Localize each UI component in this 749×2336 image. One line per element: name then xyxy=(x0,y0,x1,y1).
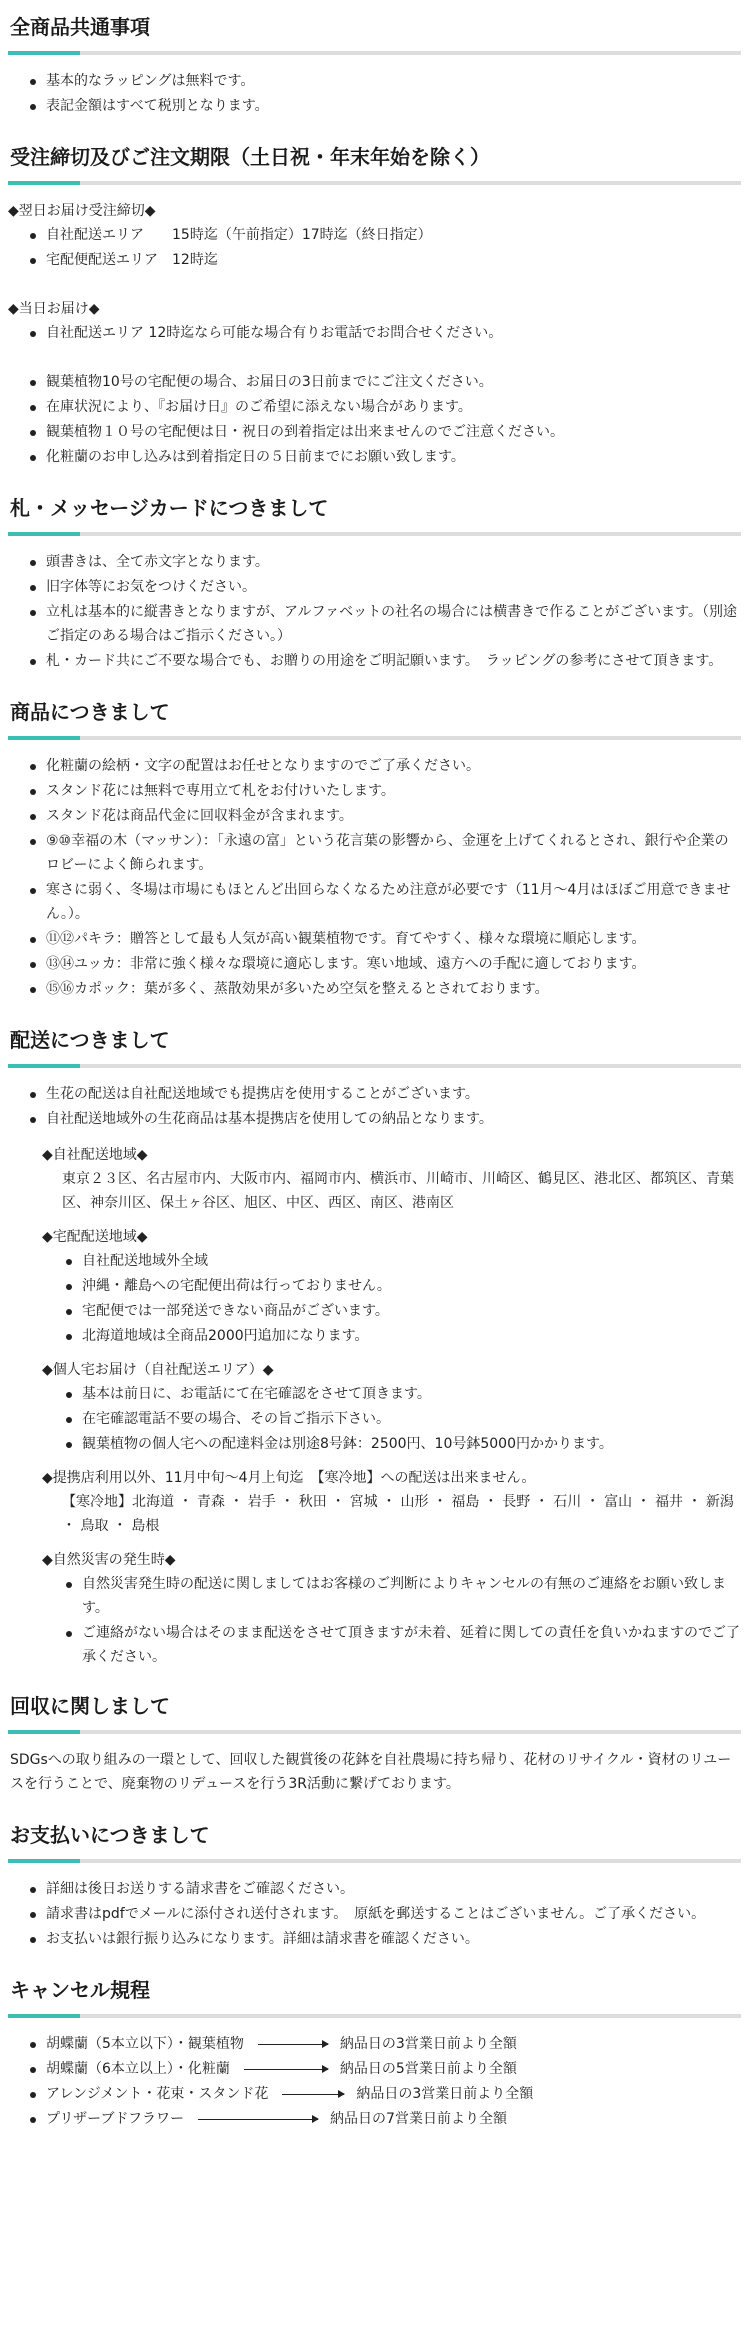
heading-rule xyxy=(8,1730,741,1734)
list-item: お支払いは銀行振り込みになります。詳細は請求書を確認ください。 xyxy=(26,1927,741,1951)
spacer xyxy=(8,346,741,370)
list-item: 化粧蘭の絵柄・文字の配置はお任せとなりますのでご了承ください。 xyxy=(26,754,741,778)
list-item: 頭書きは、全て赤文字となります。 xyxy=(26,550,741,574)
section-heading: 配送につきまして xyxy=(10,1028,170,1052)
list-item: 宅配便では一部発送できない商品がございます。 xyxy=(62,1299,741,1323)
cancel-item: 胡蝶蘭（6本立以上）・化粧蘭 xyxy=(46,2061,230,2077)
heading-accent xyxy=(8,736,80,740)
list-item: 請求書はpdfでメールに添付され送付されます。 原紙を郵送することはございません。ご了承ください。 xyxy=(26,1902,741,1926)
list-item: 基本は前日に、お電話にて在宅確認をさせて頂きます。 xyxy=(62,1382,741,1406)
list-item: 観葉植物10号の宅配便の場合、お届日の3日前までにご注文ください。 xyxy=(26,370,741,394)
list-item: 自然災害発生時の配送に関しましてはお客様のご判断によりキャンセルの有無のご連絡をお願い致します。 xyxy=(62,1572,741,1620)
bullet-list xyxy=(8,754,741,1001)
arrow-right-icon xyxy=(258,2044,328,2045)
section-recovery xyxy=(8,1679,741,1796)
cold-region-block xyxy=(42,1466,741,1538)
disaster-block xyxy=(42,1548,741,1669)
list-item: ⑨⑩幸福の木（マッサン）：「永遠の富」という花言葉の影響から、金運を上げてくれるとされ、銀行や企業のロビーによく飾られます。 xyxy=(26,829,741,877)
list-item: 旧字体等にお気をつけください。 xyxy=(26,575,741,599)
cancel-rule: 納品日の3営業日前より全額 xyxy=(339,2036,517,2052)
list-item: 自社配送地域外全域 xyxy=(62,1249,741,1273)
courier-area-heading: ◆宅配配送地域◆ xyxy=(42,1229,148,1245)
section-cancel xyxy=(8,1963,741,2131)
list-item: 宅配便配送エリア 12時迄 xyxy=(26,248,741,272)
cancel-item: アレンジメント・花束・スタンド花 xyxy=(46,2086,269,2102)
bullet-list xyxy=(42,1572,741,1669)
list-item: ⑬⑭ユッカ：非常に強く様々な環境に適応します。寒い地域、遠方への手配に適しております。 xyxy=(26,952,741,976)
cancel-rule: 納品日の7営業日前より全額 xyxy=(330,2111,507,2127)
list-item: 自社配送エリア 15時迄（午前指定）17時迄（終日指定） xyxy=(26,223,741,247)
heading-accent xyxy=(8,1859,80,1863)
list-item: 化粧蘭のお申し込みは到着指定日の５日前までにお願い致します。 xyxy=(26,445,741,469)
bullet-list xyxy=(8,370,741,469)
cancel-row xyxy=(26,2107,741,2131)
spacer xyxy=(8,273,741,297)
courier-area-block xyxy=(42,1225,741,1348)
section-products xyxy=(8,685,741,1001)
heading-accent xyxy=(8,532,80,536)
section-payment xyxy=(8,1808,741,1951)
own-area-heading: ◆自社配送地域◆ xyxy=(42,1147,148,1163)
list-item: 自社配送エリア 12時迄なら可能な場合有りお電話でお問合せください。 xyxy=(26,321,741,345)
cold-region-heading: ◆提携店利用以外、11月中旬〜4月上旬迄 【寒冷地】への配送は出来ません。 xyxy=(42,1470,536,1486)
section-heading: 商品につきまして xyxy=(10,700,170,724)
arrow-right-icon xyxy=(198,2119,318,2120)
arrow-right-icon xyxy=(244,2069,328,2070)
list-item: ⑪⑫パキラ：贈答として最も人気が高い観葉植物です。育てやすく、様々な環境に順応します。 xyxy=(26,927,741,951)
heading-rule xyxy=(8,2014,741,2018)
list-item: 在宅確認電話不要の場合、その旨ご指示下さい。 xyxy=(62,1407,741,1431)
heading-rule xyxy=(8,1859,741,1863)
disaster-heading: ◆自然災害の発生時◆ xyxy=(42,1552,176,1568)
list-item: 沖縄・離島への宅配便出荷は行っておりません。 xyxy=(62,1274,741,1298)
heading-accent xyxy=(8,2014,80,2018)
section-cards xyxy=(8,481,741,673)
bullet-list xyxy=(8,550,741,673)
cancel-rule: 納品日の3営業日前より全額 xyxy=(356,2086,534,2102)
list-item: 寒さに弱く、冬場は市場にもほとんど出回らなくなるため注意が必要です（11月〜4月はほぼご用意できません。）。 xyxy=(26,878,741,926)
list-item: 在庫状況により、『お届け日』のご希望に添えない場合があります。 xyxy=(26,395,741,419)
recovery-text: SDGsへの取り組みの一環として、回収した観賞後の花鉢を自社農場に持ち帰り、花材のリサイクル・資材のリユースを行うことで、廃棄物のリデュースを行う3R活動に繋げております。 xyxy=(10,1752,732,1792)
list-item: 北海道地域は全商品2000円追加になります。 xyxy=(62,1324,741,1348)
bullet-list xyxy=(8,223,741,272)
heading-accent xyxy=(8,1064,80,1068)
section-common xyxy=(8,0,741,118)
next-day-heading: ◆翌日お届け受注締切◆ xyxy=(8,203,156,219)
same-day-heading: ◆当日お届け◆ xyxy=(8,301,100,317)
section-delivery xyxy=(8,1013,741,1669)
list-item: 基本的なラッピングは無料です。 xyxy=(26,69,741,93)
bullet-list xyxy=(8,1082,741,1131)
heading-rule xyxy=(8,181,741,185)
heading-accent xyxy=(8,51,80,55)
heading-rule xyxy=(8,1064,741,1068)
list-item: スタンド花は商品代金に回収料金が含まれます。 xyxy=(26,804,741,828)
bullet-list xyxy=(8,1877,741,1951)
list-item: 観葉植物１０号の宅配便は日・祝日の到着指定は出来ませんのでご注意ください。 xyxy=(26,420,741,444)
list-item: スタンド花には無料で専用立て札をお付けいたします。 xyxy=(26,779,741,803)
section-heading: キャンセル規程 xyxy=(10,1978,150,2002)
section-heading: 受注締切及びご注文期限（土日祝・年末年始を除く） xyxy=(10,145,490,169)
list-item: ⑮⑯カポック：葉が多く、蒸散効果が多いため空気を整えるとされております。 xyxy=(26,977,741,1001)
private-delivery-heading: ◆個人宅お届け（自社配送エリア）◆ xyxy=(42,1362,274,1378)
cancel-rule: 納品日の5営業日前より全額 xyxy=(339,2061,517,2077)
list-item: 詳細は後日お送りする請求書をご確認ください。 xyxy=(26,1877,741,1901)
list-item: 生花の配送は自社配送地域でも提携店を使用することがございます。 xyxy=(26,1082,741,1106)
section-heading: 札・メッセージカードにつきまして xyxy=(10,496,329,520)
list-item: 札・カード共にご不要な場合でも、お贈りの用途をご明記願います。 ラッピングの参考にさせて頂きます。 xyxy=(26,649,741,673)
section-heading: 全商品共通事項 xyxy=(10,15,150,39)
bullet-list xyxy=(42,1382,741,1456)
section-heading: 回収に関しまして xyxy=(10,1694,170,1718)
private-delivery-block xyxy=(42,1358,741,1456)
section-heading: お支払いにつきまして xyxy=(10,1823,210,1847)
bullet-list xyxy=(8,321,741,345)
heading-rule xyxy=(8,51,741,55)
bullet-list xyxy=(8,69,741,118)
list-item: ご連絡がない場合はそのまま配送をさせて頂きますが未着、延着に関しての責任を負いかねますのでご了承ください。 xyxy=(62,1621,741,1669)
heading-rule xyxy=(8,532,741,536)
list-item: 立札は基本的に縦書きとなりますが、アルファベットの社名の場合には横書きで作ることがございます。（別途ご指定のある場合はご指示ください。） xyxy=(26,600,741,648)
cold-region-text: 【寒冷地】北海道 ・ 青森 ・ 岩手 ・ 秋田 ・ 宮城 ・ 山形 ・ 福島 ・ 長野 ・ 石川 ・ 富山 ・ 福井 ・ 新潟 ・ 鳥取 ・ 島根 xyxy=(62,1494,734,1534)
heading-accent xyxy=(8,181,80,185)
cancel-list xyxy=(8,2032,741,2131)
bullet-list xyxy=(42,1249,741,1348)
list-item: 自社配送地域外の生花商品は基本提携店を使用しての納品となります。 xyxy=(26,1107,741,1131)
heading-rule xyxy=(8,736,741,740)
arrow-right-icon xyxy=(282,2094,344,2095)
cancel-item: プリザーブドフラワー xyxy=(46,2111,185,2127)
cancel-row xyxy=(26,2057,741,2081)
list-item: 観葉植物の個人宅への配達料金は別途8号鉢：2500円、10号鉢5000円かかります。 xyxy=(62,1432,741,1456)
own-area-text: 東京２３区、名古屋市内、大阪市内、福岡市内、横浜市、川崎市、川崎区、鶴見区、港北区、都筑区、青葉区、神奈川区、保土ヶ谷区、旭区、中区、西区、南区、港南区 xyxy=(62,1171,734,1211)
heading-accent xyxy=(8,1730,80,1734)
cancel-row xyxy=(26,2082,741,2106)
cancel-row xyxy=(26,2032,741,2056)
own-area-block xyxy=(42,1143,741,1215)
section-deadline xyxy=(8,130,741,469)
cancel-item: 胡蝶蘭（5本立以下）・観葉植物 xyxy=(46,2036,244,2052)
list-item: 表記金額はすべて税別となります。 xyxy=(26,94,741,118)
